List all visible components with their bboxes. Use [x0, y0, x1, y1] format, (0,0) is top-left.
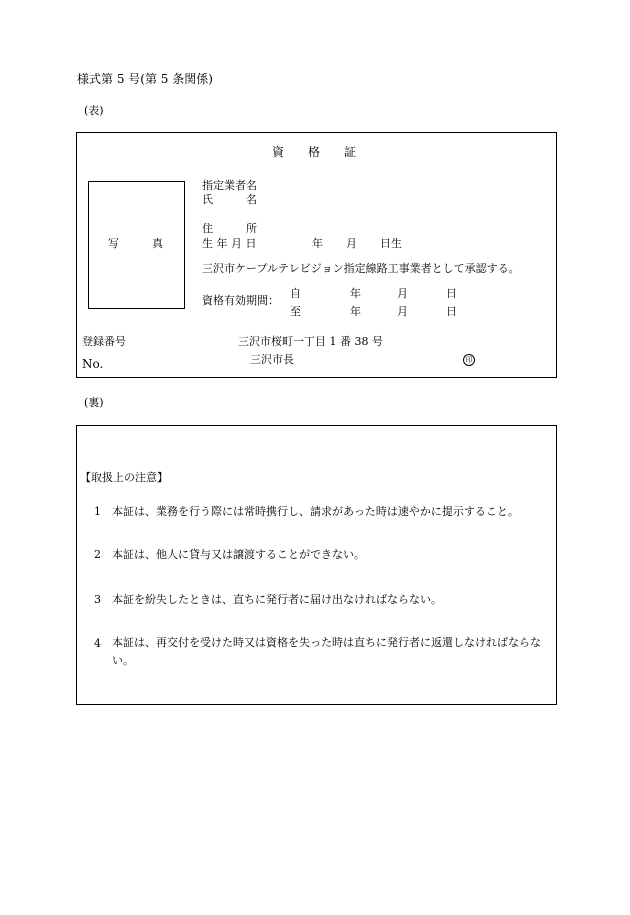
birthdate-year: 年: [312, 237, 323, 250]
issuer-title: 三沢市長: [250, 353, 294, 366]
validity-to-year: 年: [350, 305, 361, 318]
seal-icon: 印: [463, 354, 475, 366]
note-text-2: 本証は、他人に貸与又は譲渡することができない。: [112, 548, 365, 561]
validity-to-month: 月: [397, 305, 408, 318]
validity-from-year: 年: [350, 287, 361, 300]
designated-contractor-label: 指定業者名: [202, 179, 257, 192]
note-number-4: 4: [94, 637, 101, 650]
back-label: (裏): [84, 396, 104, 409]
validity-from-month: 月: [397, 287, 408, 300]
note-number-1: 1: [94, 505, 101, 518]
note-number-3: 3: [94, 593, 101, 606]
note-number-2: 2: [94, 548, 101, 561]
card-title: 資 格 証: [272, 145, 357, 159]
front-label: (表): [84, 104, 104, 117]
approval-text: 三沢市ケーブルテレビジョン指定線路工事業者として承認する。: [202, 262, 520, 275]
validity-label: 資格有効期間：: [202, 294, 279, 307]
note-text-4: 本証は、再交付を受けた時又は資格を失った時は直ちに発行者に返還しなければならない。: [112, 636, 541, 667]
validity-to-day: 日: [446, 305, 457, 318]
birthdate-day: 日生: [380, 237, 402, 250]
note-text-1: 本証は、業務を行う際には常時携行し、請求があった時は速やかに提示すること。: [112, 505, 519, 518]
validity-from-label: 自: [290, 287, 301, 300]
address-label: 住 所: [202, 222, 257, 235]
validity-to-label: 至: [290, 305, 301, 318]
no-label: No.: [82, 357, 104, 371]
name-label: 氏 名: [202, 193, 257, 206]
photo-label: 写 真: [108, 237, 163, 250]
note-text-3: 本証を紛失したときは、直ちに発行者に届け出なければならない。: [112, 593, 442, 606]
validity-from-day: 日: [446, 287, 457, 300]
birthdate-label: 生 年 月 日: [202, 237, 257, 250]
birthdate-month: 月: [346, 237, 357, 250]
issuer-address: 三沢市桜町一丁目 1 番 38 号: [238, 335, 383, 348]
form-number: 様式第 5 号(第 5 条関係): [77, 72, 213, 86]
notes-heading: 【取扱上の注意】: [80, 471, 168, 484]
registration-label: 登録番号: [82, 335, 126, 348]
